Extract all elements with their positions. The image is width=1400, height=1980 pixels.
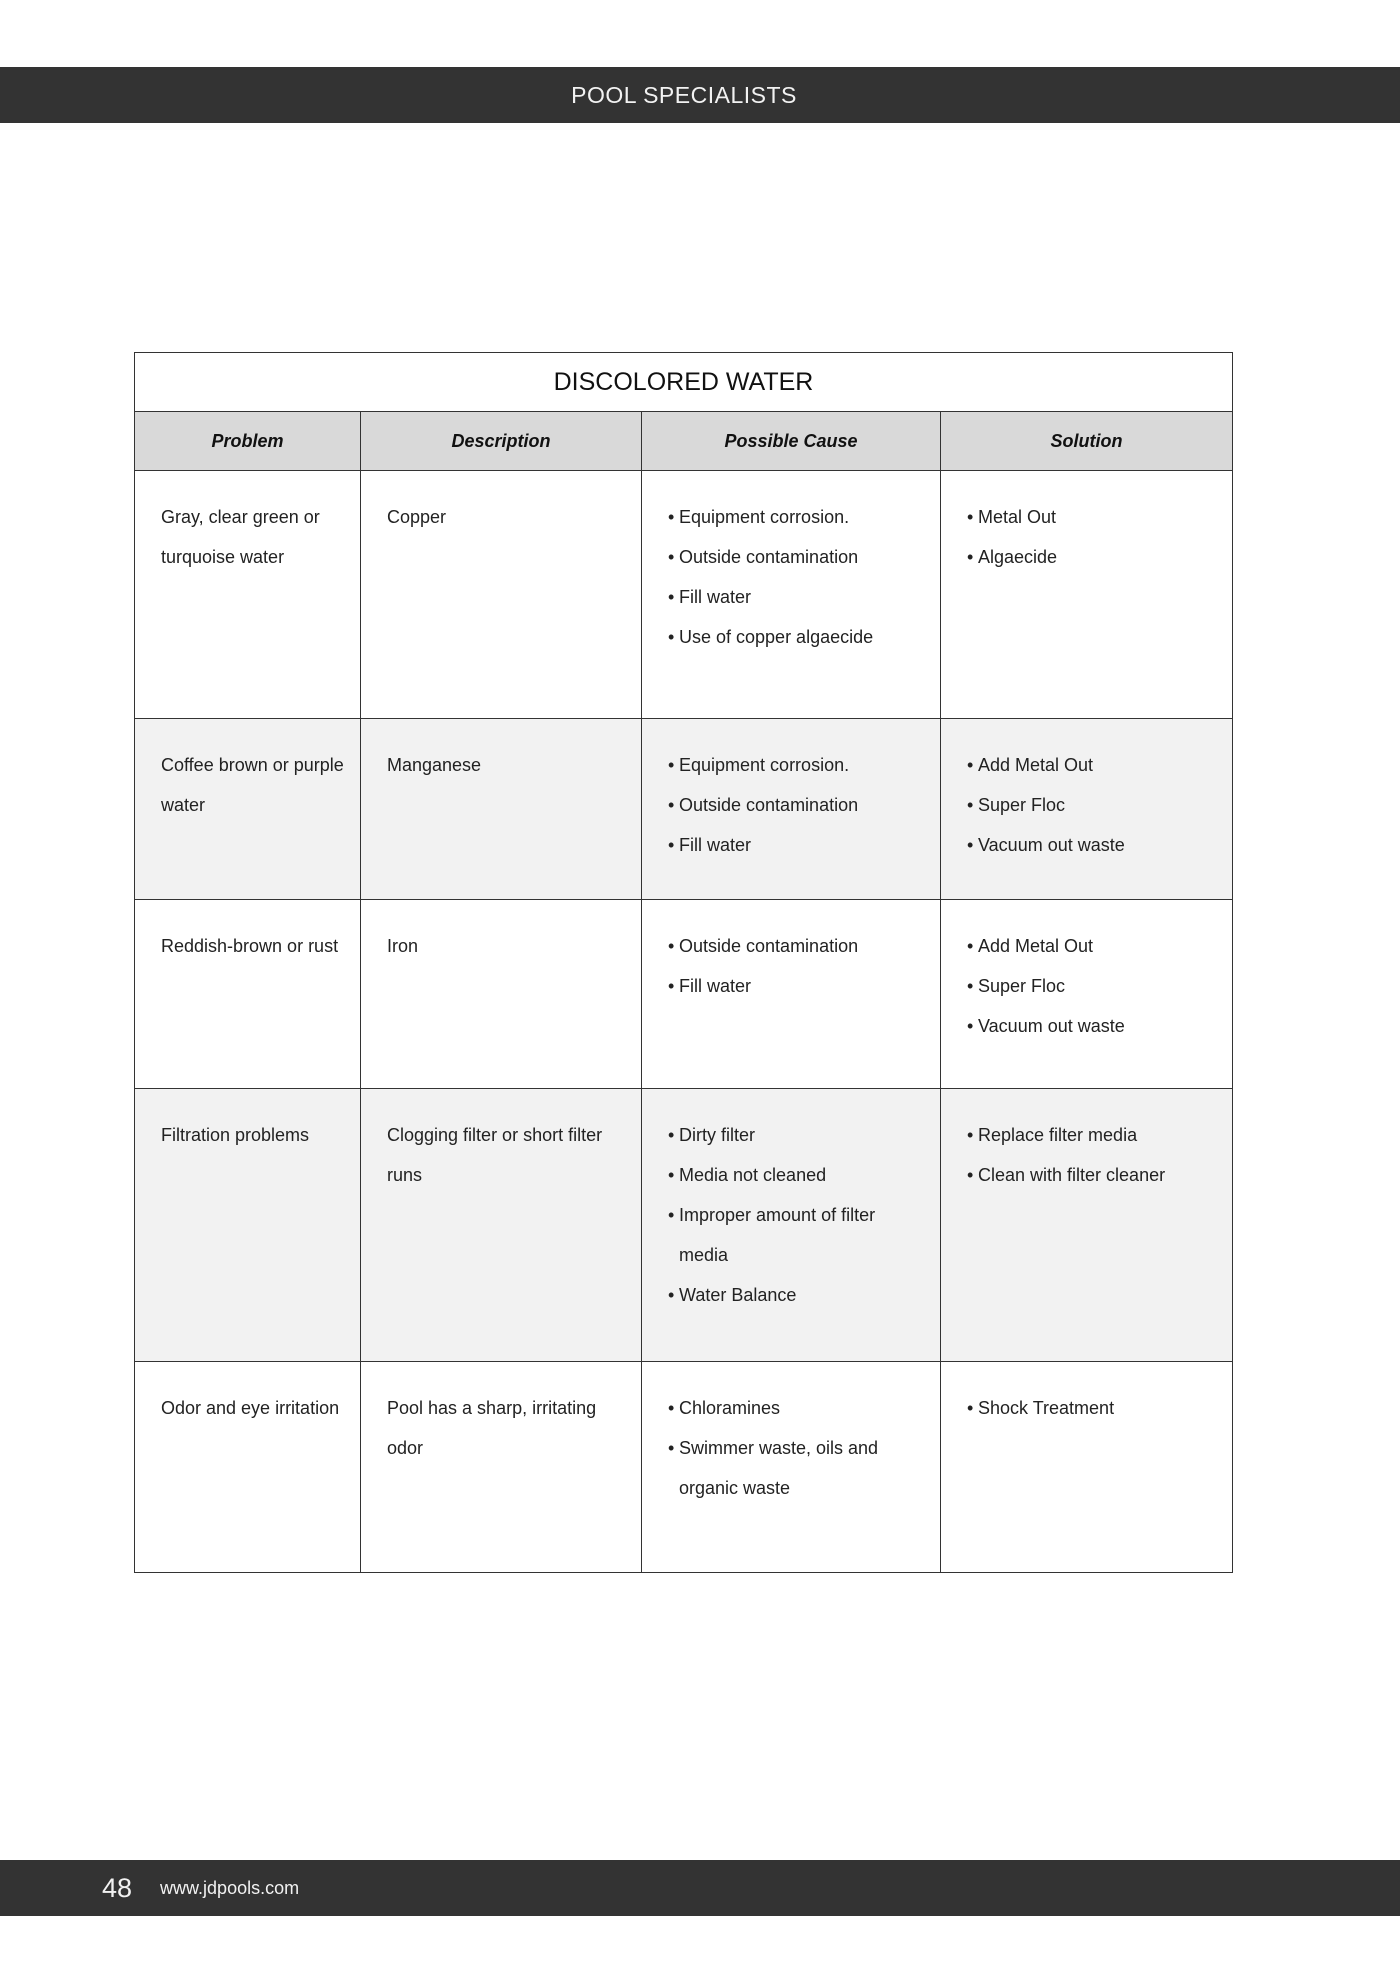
cause-item: • Outside contamination (668, 936, 859, 956)
solution-item: • Add Metal Out (967, 755, 1094, 775)
cause-item: • Equipment corrosion. (668, 755, 850, 775)
cause-item: • Improper amount of filter media (668, 1205, 876, 1265)
possible-cause-cell (642, 719, 941, 900)
cause-item: • Swimmer waste, oils and organic waste (668, 1438, 879, 1498)
cause-list (668, 1388, 928, 1508)
solution-item: • Add Metal Out (967, 936, 1094, 956)
table-body (135, 471, 1233, 1573)
problem-cell: Coffee brown or purple water (135, 719, 361, 900)
solution-cell (941, 719, 1233, 900)
cause-list (668, 497, 928, 657)
solution-item: • Super Floc (967, 795, 1066, 815)
solution-item: • Super Floc (967, 976, 1066, 996)
solution-list (967, 745, 1220, 865)
solution-cell (941, 1089, 1233, 1362)
description-cell: Clogging filter or short filter runs (361, 1089, 642, 1362)
cause-item: • Water Balance (668, 1285, 797, 1305)
cause-item: • Outside contamination (668, 547, 859, 567)
solution-list (967, 1115, 1220, 1195)
cause-item: • Fill water (668, 976, 752, 996)
solution-item: • Clean with filter cleaner (967, 1165, 1166, 1185)
column-header-possible-cause: Possible Cause (642, 412, 941, 471)
solution-cell (941, 1362, 1233, 1573)
cause-item: • Fill water (668, 587, 752, 607)
description-cell: Iron (361, 900, 642, 1089)
column-header-description: Description (361, 412, 642, 471)
solution-item: • Metal Out (967, 507, 1057, 527)
problem-cell: Odor and eye irritation (135, 1362, 361, 1573)
solution-item: • Vacuum out waste (967, 835, 1125, 855)
page-number: 48 (102, 1872, 133, 1903)
solution-item: • Replace filter media (967, 1125, 1138, 1145)
solution-cell (941, 471, 1233, 719)
problem-cell: Reddish-brown or rust (135, 900, 361, 1089)
cause-item: • Use of copper algaecide (668, 627, 874, 647)
cause-list (668, 745, 928, 865)
possible-cause-cell (642, 471, 941, 719)
footer-url-link[interactable]: www.jdpools.com (160, 1877, 300, 1898)
cause-item: • Media not cleaned (668, 1165, 827, 1185)
table-row (135, 900, 1233, 1089)
discolored-water-table (134, 352, 1233, 1573)
cause-item: • Chloramines (668, 1398, 781, 1418)
footer-bar (0, 1860, 1400, 1916)
possible-cause-cell (642, 1089, 941, 1362)
discolored-water-table-container (134, 352, 1232, 1573)
cause-item: • Equipment corrosion. (668, 507, 850, 527)
solution-list (967, 497, 1220, 577)
solution-list (967, 926, 1220, 1046)
description-cell: Pool has a sharp, irritating odor (361, 1362, 642, 1573)
column-header-problem: Problem (135, 412, 361, 471)
solution-item: • Algaecide (967, 547, 1058, 567)
table-row (135, 1089, 1233, 1362)
table-row (135, 471, 1233, 719)
solution-cell (941, 900, 1233, 1089)
possible-cause-cell (642, 900, 941, 1089)
table-row (135, 719, 1233, 900)
cause-item: • Dirty filter (668, 1125, 755, 1145)
problem-cell: Gray, clear green or turquoise water (135, 471, 361, 719)
table-title: DISCOLORED WATER (135, 353, 1233, 412)
description-cell: Copper (361, 471, 642, 719)
cause-item: • Fill water (668, 835, 752, 855)
problem-cell: Filtration problems (135, 1089, 361, 1362)
header-title: POOL SPECIALISTS (571, 81, 797, 108)
solution-item: • Shock Treatment (967, 1398, 1115, 1418)
cause-item: • Outside contamination (668, 795, 859, 815)
table-row (135, 1362, 1233, 1573)
column-header-solution: Solution (941, 412, 1233, 471)
solution-item: • Vacuum out waste (967, 1016, 1125, 1036)
header-bar (0, 67, 1400, 123)
solution-list (967, 1388, 1220, 1428)
description-cell: Manganese (361, 719, 642, 900)
cause-list (668, 1115, 928, 1315)
possible-cause-cell (642, 1362, 941, 1573)
cause-list (668, 926, 928, 1006)
